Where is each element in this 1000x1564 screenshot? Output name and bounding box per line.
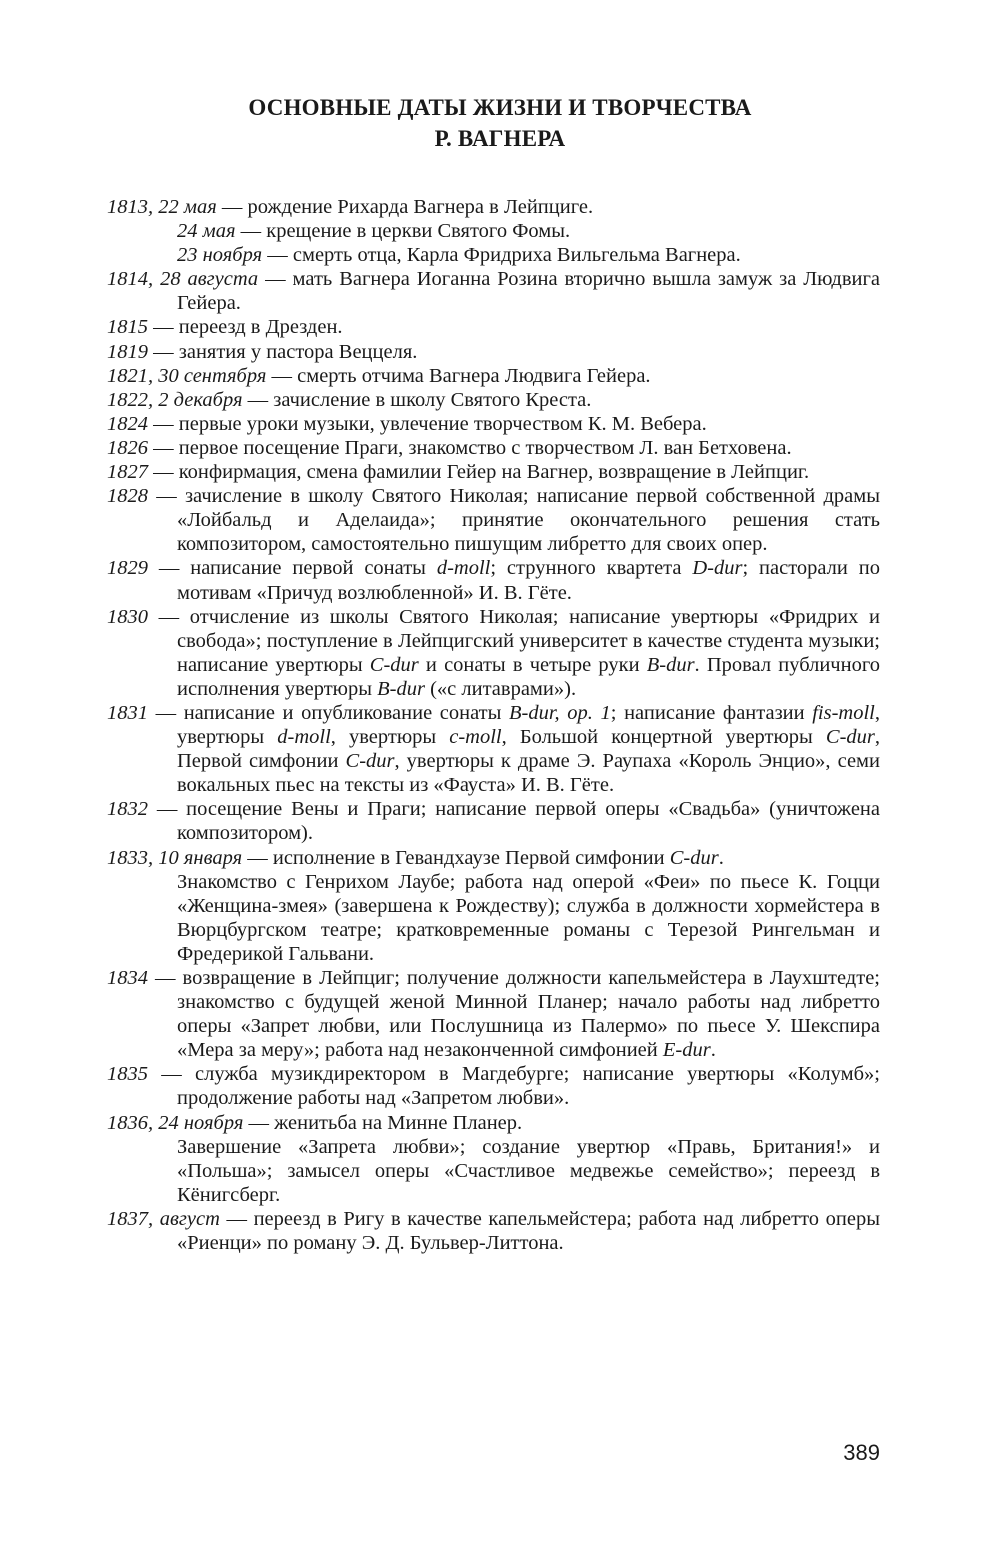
- entry-text: , увертюры к драме Э. Раупаха «Король Энцио», семи вокальных пьес на тексты из «Фауста» И. В. Гёте.: [177, 750, 880, 797]
- entry-text: — переезд в Ригу в качестве капельмейстера; работа над либретто оперы «Риенци» по роману Э. Д. Бульвер-Литтона.: [177, 1207, 880, 1255]
- entry-italic-text: B-dur: [377, 677, 425, 700]
- entry-italic-text: 1833, 10 января: [107, 846, 243, 869]
- entry-italic-text: 1834: [107, 967, 148, 989]
- chronology-entry: [107, 1111, 880, 1135]
- chronology-entry: [107, 605, 880, 701]
- entry-italic-text: 1813, 22 мая: [107, 196, 217, 218]
- entry-text: — зачисление в школу Святого Креста.: [242, 388, 592, 411]
- entry-italic-text: 1824: [107, 412, 148, 435]
- entry-italic-text: 1837, август: [107, 1207, 220, 1230]
- entry-italic-text: 1819: [107, 340, 148, 363]
- chronology-entry: [107, 797, 880, 845]
- entry-text: Завершение «Запрета любви»; создание увертюр «Правь, Британия!» и «Польша»; замысел оперы «Счастливое медвежье семейство»; переезд в Кёнигсберг.: [177, 1135, 880, 1206]
- chronology-entry: [107, 436, 880, 460]
- entry-italic-text: C-dur: [669, 846, 719, 869]
- entry-text: . Провал публичного исполнения увертюры: [177, 653, 880, 700]
- page-number: 389: [843, 1440, 880, 1465]
- entry-text: — служба музикдиректором в Магдебурге; написание увертюры «Колумб»; продолжение работы над «Запретом любви».: [148, 1063, 880, 1110]
- entry-italic-text: 1831: [107, 701, 148, 724]
- entry-italic-text: 1814, 28 августа: [107, 268, 259, 291]
- entry-text: — отчисление из школы Святого Николая; написание увертюры «Фридрих и свобода»; поступление в Лейпцигский университет в качестве студента музыки; написание увертюры: [148, 605, 880, 676]
- chronology-entry: [107, 966, 880, 1062]
- entry-italic-text: 23 ноября: [177, 244, 263, 267]
- entry-text: ; струнного квартета: [490, 557, 693, 580]
- entry-italic-text: 1832: [107, 798, 148, 821]
- entry-text: — занятия у пастора Веццеля.: [148, 340, 418, 363]
- chronology-entry-continuation: [107, 870, 880, 966]
- entry-italic-text: D-dur: [692, 557, 743, 580]
- entry-text: , Большой концертной увертюры: [501, 726, 826, 749]
- page-title: [0, 92, 1000, 154]
- entry-text: , увертюры: [330, 726, 450, 749]
- entry-italic-text: B-dur: [646, 653, 695, 676]
- chronology-entry-continuation: [107, 243, 880, 267]
- entry-italic-text: fis-moll: [812, 701, 875, 724]
- chronology-entry: [107, 1207, 880, 1255]
- entry-italic-text: 1830: [107, 605, 148, 628]
- entry-italic-text: d-moll: [277, 726, 331, 749]
- entry-text: , увертюры: [177, 701, 881, 749]
- chronology-entry: [107, 340, 880, 364]
- entry-italic-text: 1829: [107, 557, 148, 580]
- entry-text: — женитьба на Минне Планер.: [243, 1111, 523, 1134]
- entry-text: — рождение Рихарда Вагнера в Лейпциге.: [216, 196, 594, 218]
- chronology-entry: [107, 195, 880, 219]
- entry-italic-text: 1828: [107, 485, 148, 508]
- chronology-entry: [107, 1062, 880, 1110]
- entry-text: ; написание фантазии: [610, 701, 813, 724]
- chronology-entry: [107, 484, 880, 556]
- entry-italic-text: 1822, 2 декабря: [107, 388, 243, 411]
- entry-italic-text: B-dur, ор. 1: [509, 701, 611, 724]
- entry-italic-text: C-dur: [825, 726, 875, 749]
- entry-text: («с литаврами»).: [424, 677, 577, 700]
- entry-text: , Первой симфонии: [177, 726, 880, 773]
- chronology-entry: [107, 267, 880, 315]
- entry-italic-text: E-dur: [662, 1039, 711, 1062]
- entry-italic-text: 24 мая: [177, 220, 236, 243]
- entry-text: и сонаты в четыре руки: [418, 653, 647, 676]
- entry-italic-text: 1827: [107, 461, 148, 484]
- chronology-list: [107, 195, 880, 1255]
- entry-text: — первые уроки музыки, увлечение творчеством К. М. Вебера.: [148, 412, 707, 435]
- entry-text: .: [710, 1039, 716, 1062]
- entry-text: — посещение Вены и Праги; написание первой оперы «Свадьба» (уничтожена композитором).: [148, 798, 880, 845]
- entry-italic-text: C-dur: [369, 653, 419, 676]
- entry-text: — первое посещение Праги, знакомство с творчеством Л. ван Бетховена.: [148, 436, 792, 459]
- title-line-2: Р. ВАГНЕРА: [434, 126, 566, 151]
- entry-text: — крещение в церкви Святого Фомы.: [235, 220, 571, 243]
- chronology-entry: [107, 315, 880, 339]
- chronology-entry-continuation: [107, 219, 880, 243]
- chronology-entry: [107, 388, 880, 412]
- entry-text: Знакомство с Генрихом Лаубе; работа над оперой «Феи» по пьесе К. Гоцци «Женщина-змея» (завершена к Рождеству); служба в должности хормейстера в Вюрцбургском театре; кратковременные романы с Терезой Рингельман и Фредерикой Гальвани.: [177, 870, 880, 965]
- entry-italic-text: 1836, 24 ноября: [107, 1111, 244, 1134]
- chronology-entry-continuation: [107, 1135, 880, 1207]
- entry-italic-text: 1826: [107, 436, 148, 459]
- entry-text: — написание первой сонаты: [148, 557, 437, 580]
- entry-text: — смерть отчима Вагнера Людвига Гейера.: [266, 364, 651, 387]
- entry-text: — смерть отца, Карла Фридриха Вильгельма Вагнера.: [262, 244, 741, 267]
- entry-italic-text: C-dur: [345, 750, 395, 773]
- entry-text: — исполнение в Гевандхаузе Первой симфонии: [242, 846, 670, 869]
- chronology-entry: [107, 846, 880, 870]
- chronology-entry: [107, 556, 880, 604]
- entry-italic-text: 1835: [107, 1063, 148, 1086]
- chronology-entry: [107, 412, 880, 436]
- title-line-1: ОСНОВНЫЕ ДАТЫ ЖИЗНИ И ТВОРЧЕСТВА: [248, 95, 752, 120]
- chronology-entry: [107, 364, 880, 388]
- entry-italic-text: c-moll: [449, 726, 502, 749]
- entry-text: — написание и опубликование сонаты: [148, 701, 509, 724]
- entry-text: .: [718, 846, 724, 869]
- chronology-entry: [107, 460, 880, 484]
- entry-text: — возвращение в Лейпциг; получение должности капельмейстера в Лаухштедте; знакомство с будущей женой Минной Планер; начало работы над либретто оперы «Запрет любви, или Послушница из Палермо» по пьесе У. Шекспира «Мера за меру»; работа над незаконченной симфонией: [148, 967, 880, 1062]
- entry-text: — зачисление в школу Святого Николая; написание первой собственной драмы «Лойбальд и Аделаида»; принятие окончательного решения стать композитором, самостоятельно пишущим либретто для своих опер.: [148, 485, 880, 556]
- entry-italic-text: 1815: [107, 316, 148, 339]
- entry-italic-text: d-moll: [436, 557, 491, 580]
- entry-text: — мать Вагнера Иоганна Розина вторично вышла замуж за Людвига Гейера.: [177, 268, 881, 315]
- entry-italic-text: 1821, 30 сентября: [107, 364, 267, 387]
- entry-text: ; пасторали по мотивам «Причуд возлюбленной» И. В. Гёте.: [177, 557, 880, 604]
- chronology-entry: [107, 701, 880, 797]
- entry-text: — конфирмация, смена фамилии Гейер на Вагнер, возвращение в Лейпциг.: [148, 461, 810, 484]
- entry-text: — переезд в Дрезден.: [148, 316, 343, 339]
